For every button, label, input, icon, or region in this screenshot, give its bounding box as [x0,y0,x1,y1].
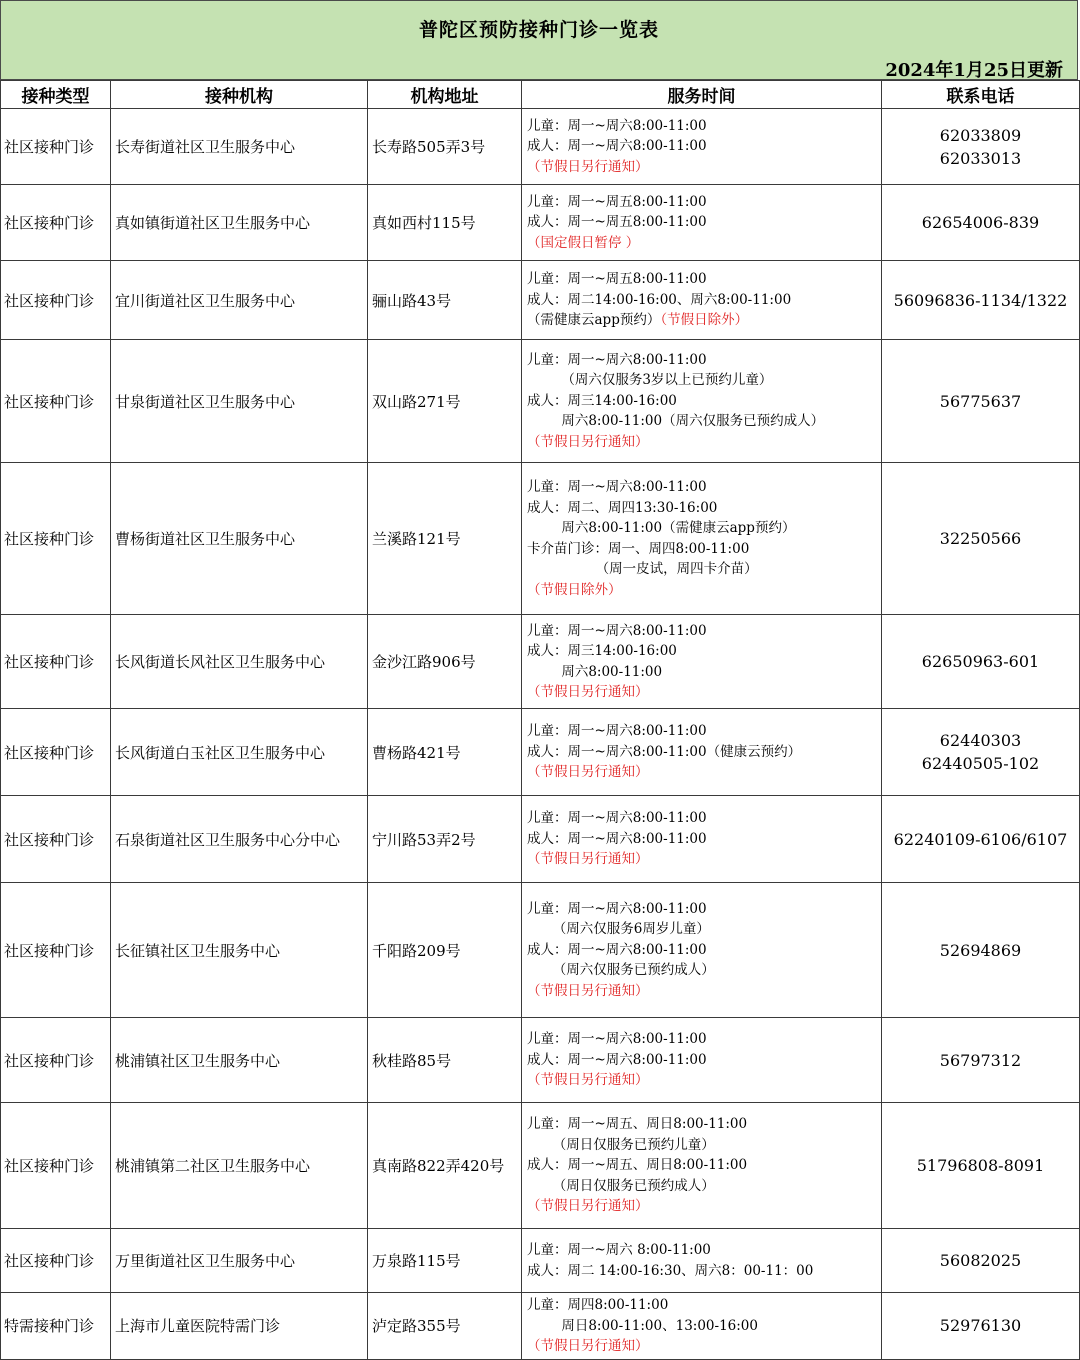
service-text: （周一皮试，周四卡介苗） [527,561,758,577]
service-text: （周日仅服务已预约儿童） [527,1136,715,1153]
cell-address: 金沙江路906号 [368,615,522,709]
service-text: 儿童：周一~周五8:00-11:00 [527,271,707,288]
service-line [527,981,881,1002]
phone-number: 56082025 [939,1251,1022,1270]
service-line [527,682,881,703]
cell-service [522,1018,882,1103]
cell-address: 曹杨路421号 [368,709,522,796]
service-line [527,1176,881,1197]
service-line [527,762,881,783]
phone-number: 62440303 [939,731,1022,750]
service-text: 儿童：周一~周六8:00-11:00 [527,117,707,134]
service-line [527,919,881,940]
header-address: 机构地址 [368,81,522,109]
phone-number: 62654006-839 [921,213,1040,232]
service-text: 成人：周一~周六8:00-11:00 [527,138,707,155]
page-title: 普陀区预防接种门诊一览表 [418,19,659,41]
table-row [1,1103,1080,1229]
service-text: 周日8:00-11:00、13:00-16:00 [527,1317,758,1334]
service-line [527,370,881,391]
table-row [1,615,1080,709]
service-text: 儿童：周一~周六8:00-11:00 [527,900,707,917]
service-line [527,233,881,254]
service-line [527,391,881,412]
service-line [527,1135,881,1156]
cell-org: 石泉街道社区卫生服务中心分中心 [111,796,368,883]
cell-type: 社区接种门诊 [1,709,111,796]
cell-address: 真如西村115号 [368,185,522,261]
service-text: 儿童：周四8:00-11:00 [527,1297,669,1313]
service-text: （节假日另行通知） [527,851,649,868]
table-row [1,109,1080,185]
service-line [527,539,881,560]
cell-phone [882,109,1080,185]
service-line [527,116,881,137]
header-phone: 联系电话 [882,81,1080,109]
service-text: 成人：周一~周六8:00-11:00 [527,830,707,847]
cell-phone [882,1293,1080,1360]
phone-number: 62033809 [939,125,1022,145]
service-text: 成人：周一~周五、周日8:00-11:00 [527,1157,748,1174]
service-line [527,350,881,371]
service-text: 成人：周一~周五8:00-11:00 [527,214,707,231]
service-line [527,849,881,870]
cell-type: 社区接种门诊 [1,1229,111,1293]
cell-type: 社区接种门诊 [1,185,111,261]
cell-service [522,883,882,1018]
cell-type: 社区接种门诊 [1,463,111,615]
service-text: 成人：周一~周六8:00-11:00（健康云预约） [527,743,802,760]
cell-phone [882,796,1080,883]
service-text: 儿童：周一~周六8:00-11:00 [527,723,707,740]
service-text: 成人：周一~周六8:00-11:00 [527,941,707,958]
cell-org: 万里街道社区卫生服务中心 [111,1229,368,1293]
cell-org: 桃浦镇社区卫生服务中心 [111,1018,368,1103]
service-line [527,518,881,539]
table-row [1,1229,1080,1293]
table-row [1,1293,1080,1360]
table-row [1,340,1080,463]
cell-address: 骊山路43号 [368,261,522,340]
phone-number: 52694869 [939,940,1022,960]
service-text: （节假日另行通知） [527,684,649,700]
cell-type: 社区接种门诊 [1,883,111,1018]
table-row [1,1018,1080,1103]
service-line [527,157,881,178]
cell-address: 秋桂路85号 [368,1018,522,1103]
service-text: （节假日另行通知） [527,158,649,175]
phone-number: 56775637 [939,391,1022,411]
service-text: 成人：周三14:00-16:00 [527,392,677,409]
cell-org: 长风街道白玉社区卫生服务中心 [111,709,368,796]
cell-address: 兰溪路121号 [368,463,522,615]
service-text: （节假日另行通知） [527,433,649,450]
service-text: 卡介苗门诊：周一、周四8:00-11:00 [527,540,750,557]
service-line [527,662,881,683]
phone-number: 52976130 [939,1316,1022,1336]
cell-phone [882,883,1080,1018]
cell-type: 社区接种门诊 [1,340,111,463]
service-line [527,742,881,763]
service-text: （需健康云app预约） [527,312,661,329]
service-line [527,1114,881,1135]
cell-service [522,1103,882,1229]
cell-service [522,340,882,463]
service-text: 成人：周二、周四13:30-16:00 [527,499,718,516]
cell-address: 泸定路355号 [368,1293,522,1360]
cell-phone [882,1229,1080,1293]
service-line [527,1316,881,1337]
cell-type: 特需接种门诊 [1,1293,111,1360]
cell-type: 社区接种门诊 [1,615,111,709]
service-line [527,1196,881,1217]
service-text: （节假日另行通知） [527,1338,649,1354]
cell-address: 万泉路115号 [368,1229,522,1293]
service-text: 儿童：周一~周六8:00-11:00 [527,1031,707,1048]
cell-service [522,1229,882,1293]
service-text: （节假日除外） [527,581,622,598]
service-text: 成人：周三14:00-16:00 [527,643,677,659]
service-note: （节假日除外） [660,312,749,329]
service-line [527,310,881,331]
cell-phone [882,463,1080,615]
service-line [527,580,881,601]
service-text: （周六仅服务已预约成人） [527,962,715,979]
service-text: 儿童：周一~周六8:00-11:00 [527,479,707,495]
service-line [527,432,881,453]
service-text: 周六8:00-11:00 [527,663,663,680]
table-row [1,261,1080,340]
table-row [1,185,1080,261]
cell-type: 社区接种门诊 [1,1018,111,1103]
header-service: 服务时间 [522,81,882,109]
service-text: 成人：周二14:00-16:00、周六8:00-11:00 [527,291,792,308]
service-text: （节假日另行通知） [527,982,649,999]
service-line [527,721,881,742]
cell-phone [882,1018,1080,1103]
service-line [527,1295,881,1316]
service-line [527,960,881,981]
service-line [527,212,881,233]
service-text: （周日仅服务已预约成人） [527,1177,715,1194]
table-row [1,709,1080,796]
cell-org: 曹杨街道社区卫生服务中心 [111,463,368,615]
update-date: 2024年1月25日更新 [885,60,1063,81]
cell-type: 社区接种门诊 [1,261,111,340]
service-text: 成人：周一~周六8:00-11:00 [527,1051,707,1068]
service-text: 儿童：周一~周五8:00-11:00 [527,193,707,210]
header-org: 接种机构 [111,81,368,109]
service-text: 成人：周二 14:00-16:30、周六8：00-11：00 [527,1262,814,1279]
service-line [527,1336,881,1357]
service-text: 儿童：周一~周六8:00-11:00 [527,351,707,368]
cell-org: 长风街道长风社区卫生服务中心 [111,615,368,709]
cell-service [522,796,882,883]
service-line [527,269,881,290]
service-line [527,498,881,519]
service-text: （国定假日暂停 ） [527,234,640,251]
service-text: （节假日另行通知） [527,1072,649,1089]
table-row [1,463,1080,615]
cell-address: 宁川路53弄2号 [368,796,522,883]
service-line [527,829,881,850]
service-line [527,411,881,432]
clinic-table [0,80,1080,1360]
cell-phone [882,709,1080,796]
cell-org: 长寿街道社区卫生服务中心 [111,109,368,185]
service-line [527,192,881,213]
service-text: 周六8:00-11:00（需健康云app预约） [527,520,796,536]
service-line [527,940,881,961]
cell-phone [882,261,1080,340]
title-banner [0,0,1078,80]
cell-address: 千阳路209号 [368,883,522,1018]
cell-phone [882,1103,1080,1229]
cell-phone [882,340,1080,463]
service-line [527,1240,881,1261]
service-line [527,1155,881,1176]
cell-org: 上海市儿童医院特需门诊 [111,1293,368,1360]
phone-number: 51796808-8091 [916,1156,1045,1175]
cell-service [522,615,882,709]
header-row [1,81,1080,109]
service-line [527,290,881,311]
service-line [527,559,881,580]
service-line [527,1029,881,1050]
cell-phone [882,615,1080,709]
cell-address: 长寿路505弄3号 [368,109,522,185]
cell-service [522,109,882,185]
cell-type: 社区接种门诊 [1,109,111,185]
cell-phone [882,185,1080,261]
service-line [527,641,881,662]
service-text: （周六仅服务6周岁儿童） [527,921,710,938]
service-line [527,899,881,920]
service-line [527,1050,881,1071]
service-text: 儿童：周一~周六8:00-11:00 [527,810,707,827]
service-text: （周六仅服务3岁以上已预约儿童） [527,372,773,389]
phone-number: 62033013 [939,148,1022,168]
cell-service [522,463,882,615]
service-line [527,621,881,642]
cell-type: 社区接种门诊 [1,1103,111,1229]
service-line [527,1261,881,1282]
cell-org: 真如镇街道社区卫生服务中心 [111,185,368,261]
service-text: 儿童：周一~周五、周日8:00-11:00 [527,1116,748,1133]
cell-org: 桃浦镇第二社区卫生服务中心 [111,1103,368,1229]
service-line [527,808,881,829]
table-row [1,796,1080,883]
table-row [1,883,1080,1018]
cell-org: 长征镇社区卫生服务中心 [111,883,368,1018]
phone-number: 56096836-1134/1322 [893,290,1068,310]
header-type: 接种类型 [1,81,111,109]
cell-service [522,709,882,796]
phone-number: 62650963-601 [921,652,1040,671]
service-line [527,1070,881,1091]
service-line [527,477,881,498]
service-line [527,136,881,157]
service-text: 儿童：周一~周六 8:00-11:00 [527,1242,711,1258]
cell-type: 社区接种门诊 [1,796,111,883]
phone-number: 32250566 [939,529,1022,548]
service-text: 儿童：周一~周六8:00-11:00 [527,622,707,639]
cell-org: 甘泉街道社区卫生服务中心 [111,340,368,463]
cell-address: 真南路822弄420号 [368,1103,522,1229]
phone-number: 62240109-6106/6107 [893,829,1068,849]
service-text: （节假日另行通知） [527,1198,649,1215]
service-text: （节假日另行通知） [527,764,649,781]
cell-service [522,1293,882,1360]
phone-number: 62440505-102 [921,754,1040,773]
phone-number: 56797312 [939,1050,1022,1070]
cell-address: 双山路271号 [368,340,522,463]
cell-service [522,185,882,261]
cell-org: 宜川街道社区卫生服务中心 [111,261,368,340]
service-text: 周六8:00-11:00（周六仅服务已预约成人） [527,413,825,430]
cell-service [522,261,882,340]
